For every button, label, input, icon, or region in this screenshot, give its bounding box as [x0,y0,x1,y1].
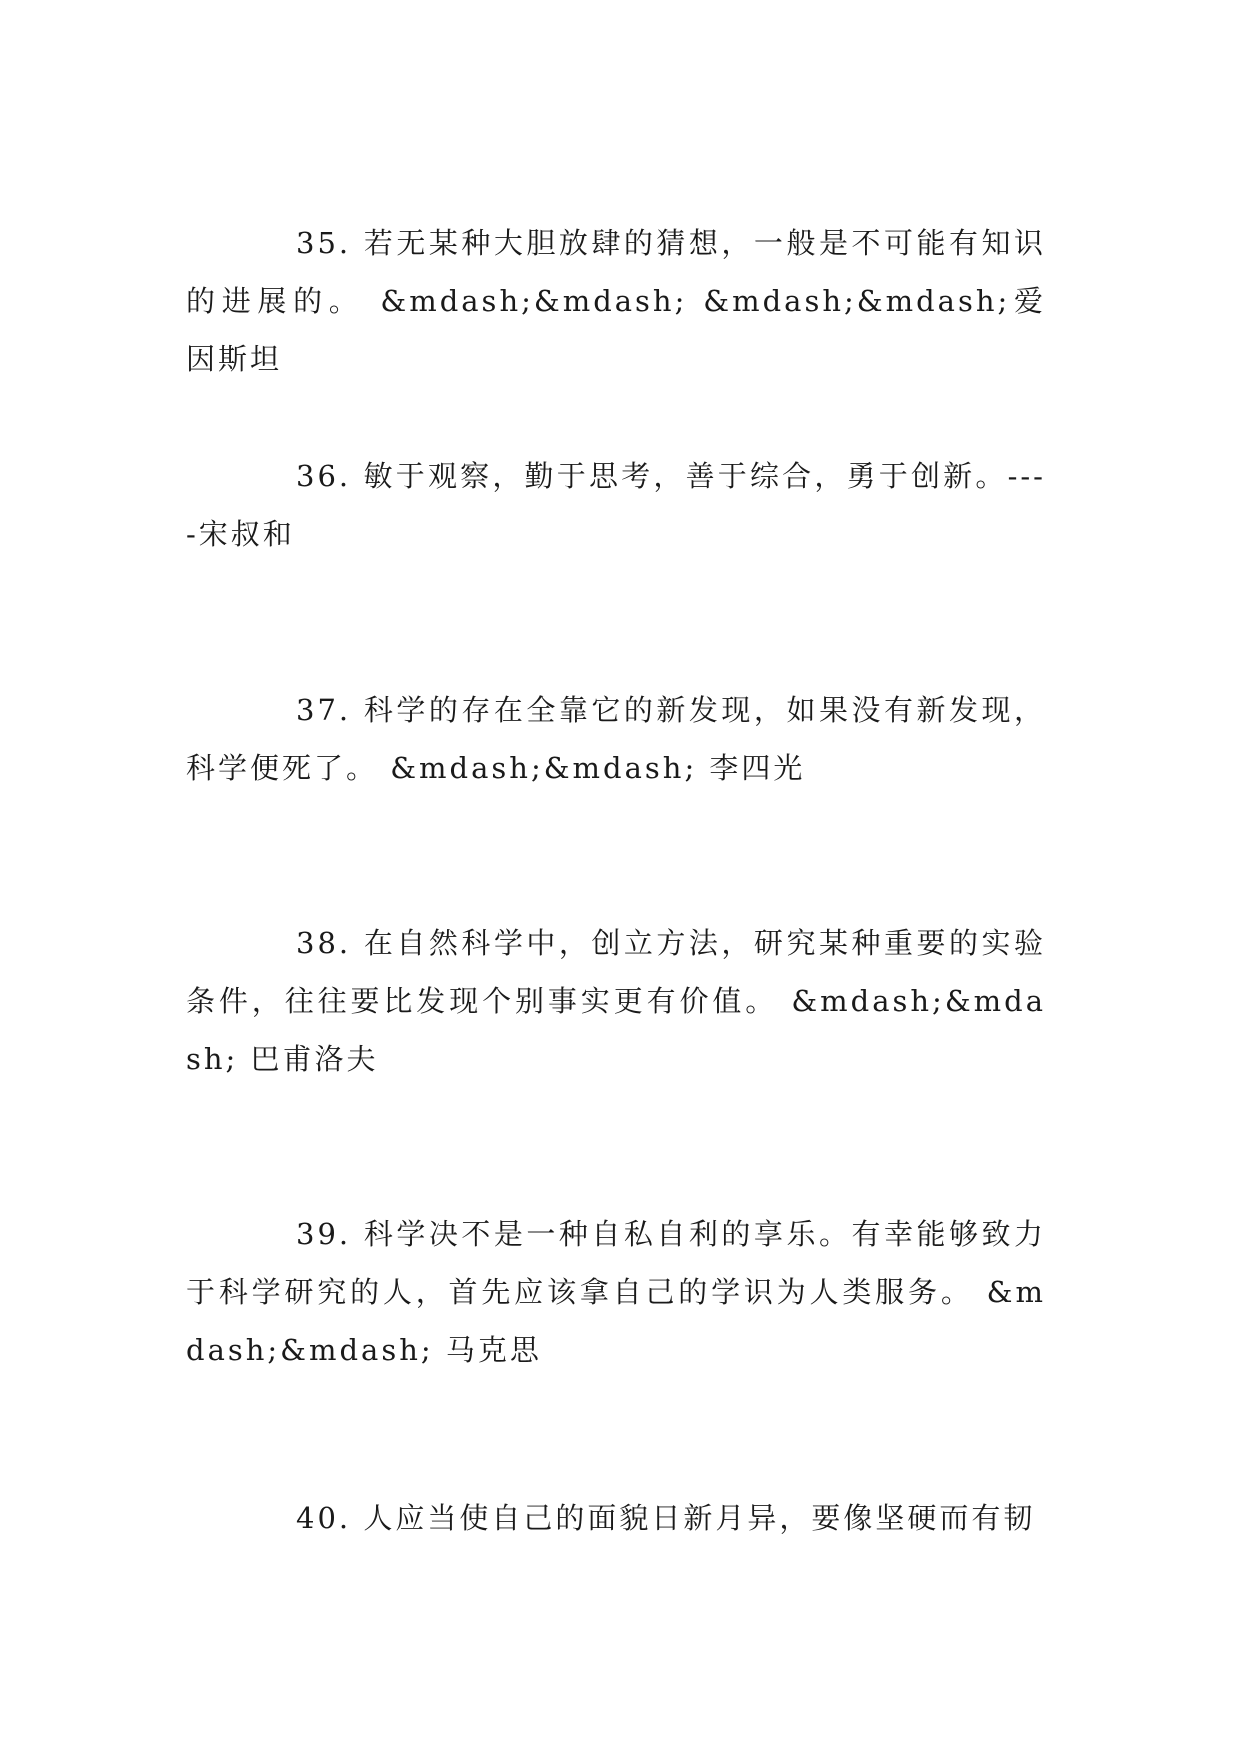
quote-paragraph-38: 38. 在自然科学中，创立方法，研究某种重要的实验条件，往往要比发现个别事实更有价值。 &mdash;&mdash; 巴甫洛夫 [186,926,1046,1076]
quote-paragraph-37: 37. 科学的存在全靠它的新发现，如果没有新发现，科学便死了。 &mdash;&mdash; 李四光 [186,693,1046,785]
quote-paragraph-36: 36. 敏于观察，勤于思考，善于综合，勇于创新。----宋叔和 [186,459,1046,551]
quote-paragraph-40: 40. 人应当使自己的面貌日新月异，要像坚硬而有韧 [296,1501,1036,1535]
quote-paragraph-39: 39. 科学决不是一种自私自利的享乐。有幸能够致力于科学研究的人，首先应该拿自己的学识为人类服务。 &mdash;&mdash; 马克思 [186,1217,1046,1367]
quote-paragraph-35: 35. 若无某种大胆放肆的猜想，一般是不可能有知识的进展的。 &mdash;&mdash; &mdash;&mdash;爱因斯坦 [186,226,1046,376]
